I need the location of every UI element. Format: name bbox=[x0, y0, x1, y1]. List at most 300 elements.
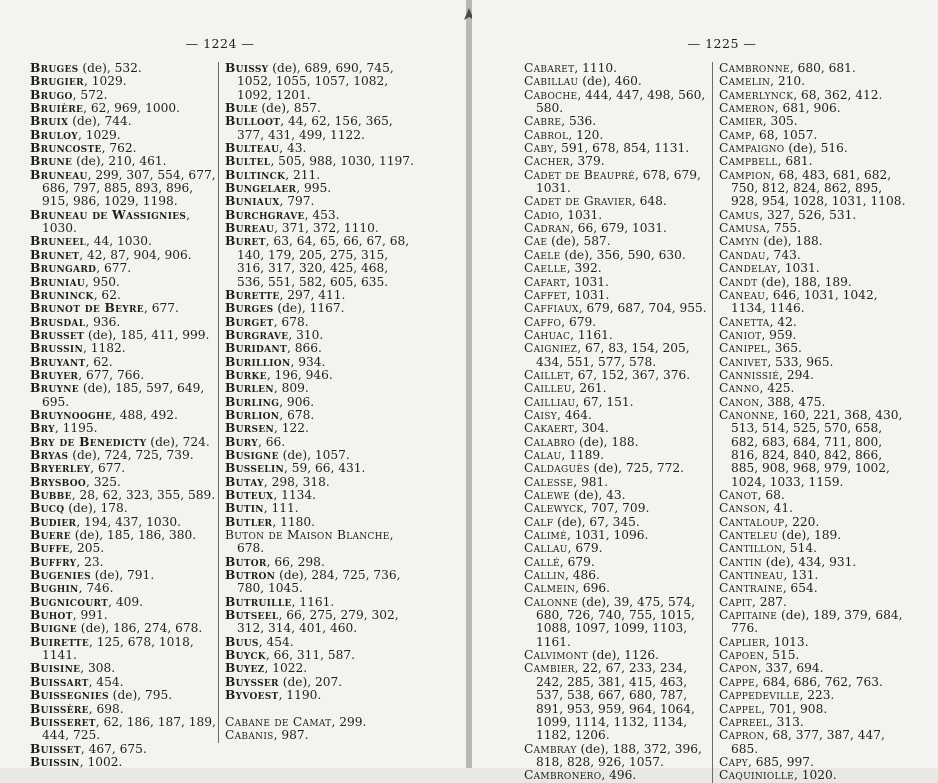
index-entry bbox=[719, 249, 913, 262]
entry-references: , 1020. bbox=[793, 768, 837, 783]
entry-references: (de), 689, 690, 745, 1052, 1055, 1057, 1082, 1092, 1201. bbox=[237, 61, 394, 102]
entry-references: , 464. bbox=[557, 407, 592, 422]
entry-references: (de), 434, 931. bbox=[761, 554, 857, 569]
entry-references: , 454. bbox=[258, 634, 294, 649]
entry-name: Burchgrave bbox=[225, 207, 305, 222]
entry-name: Camus bbox=[719, 207, 760, 222]
entry-references: , 310. bbox=[288, 327, 324, 342]
entry-references: , 679. bbox=[567, 541, 603, 556]
entry-references: (de), 189. bbox=[777, 528, 842, 543]
entry-name: Buisseret bbox=[30, 714, 96, 729]
entry-name: Butor bbox=[225, 554, 267, 569]
entry-references: (de), 725, 772. bbox=[589, 461, 685, 476]
entry-name: Bruneel bbox=[30, 234, 87, 249]
entry-name: Bury bbox=[225, 434, 258, 449]
entry-name: Candau bbox=[719, 247, 766, 262]
entry-references: , 62. bbox=[93, 287, 121, 302]
index-entry bbox=[225, 689, 415, 702]
entry-references: , 934. bbox=[290, 354, 326, 369]
entry-name: Buysser bbox=[225, 674, 279, 689]
entry-name: Bulteau bbox=[225, 141, 280, 156]
entry-name: Cafart bbox=[524, 274, 567, 289]
entry-name: Butin bbox=[225, 501, 264, 516]
entry-references: , 981. bbox=[573, 474, 609, 489]
index-entry bbox=[524, 115, 710, 128]
entry-references: , 467, 675. bbox=[80, 741, 147, 756]
entry-references: , 1013. bbox=[765, 634, 809, 649]
index-entry bbox=[719, 276, 913, 289]
entry-references: , 679, 687, 704, 955. bbox=[578, 301, 707, 316]
index-entry bbox=[30, 716, 216, 743]
index-entry bbox=[719, 676, 913, 689]
entry-name: Butay bbox=[225, 474, 264, 489]
index-entry bbox=[30, 169, 216, 209]
entry-name: Butseel bbox=[225, 608, 279, 623]
index-entry bbox=[719, 689, 913, 702]
index-entry bbox=[719, 396, 913, 409]
entry-name: Brugo bbox=[30, 87, 73, 102]
entry-references: , 196, 946. bbox=[266, 367, 333, 382]
entry-name: Caneau bbox=[719, 287, 766, 302]
index-entry bbox=[719, 169, 913, 209]
index-entry bbox=[524, 516, 710, 529]
entry-name: Bureau bbox=[225, 221, 275, 236]
entry-references: (de), 188. bbox=[759, 234, 823, 249]
entry-references: , 337, 694. bbox=[757, 661, 824, 676]
index-entry bbox=[524, 262, 710, 275]
entry-name: Buissy bbox=[225, 61, 269, 75]
entry-references: , 496. bbox=[601, 768, 637, 783]
entry-references: , 28, 62, 323, 355, 589. bbox=[71, 488, 216, 502]
entry-references: , 365. bbox=[766, 341, 802, 356]
index-entry bbox=[225, 222, 415, 235]
right-page bbox=[472, 0, 938, 783]
entry-name: Campaigno bbox=[719, 141, 785, 156]
entry-name: Buissin bbox=[30, 754, 80, 769]
entry-name: Busselin bbox=[225, 461, 284, 476]
index-entry bbox=[524, 302, 710, 315]
entry-references: (de), 857. bbox=[257, 101, 321, 116]
entry-references: , 746. bbox=[78, 581, 114, 596]
index-entry bbox=[524, 529, 710, 542]
index-entry bbox=[719, 262, 913, 275]
index-entry bbox=[225, 596, 415, 609]
entry-name: Buissart bbox=[30, 674, 89, 689]
index-entry bbox=[719, 529, 913, 542]
entry-references: , 488, 492. bbox=[112, 407, 178, 422]
index-entry bbox=[225, 195, 415, 208]
entry-references: , 211. bbox=[285, 167, 321, 182]
entry-references: , 67, 83, 154, 205, 434, 551, 577, 578. bbox=[536, 341, 690, 369]
entry-references: , 194, 437, 1030. bbox=[76, 514, 181, 529]
entry-name: Bruges bbox=[30, 61, 79, 75]
index-entry bbox=[30, 249, 216, 262]
index-entry bbox=[719, 102, 913, 115]
entry-references: , 515. bbox=[764, 648, 800, 663]
entry-references: , 62, 969, 1000. bbox=[83, 101, 181, 116]
entry-name: Bry bbox=[30, 421, 55, 436]
entry-references: , 679. bbox=[559, 554, 595, 569]
entry-name: Burget bbox=[225, 314, 274, 329]
entry-references: , 444, 447, 498, 560, 580. bbox=[536, 87, 706, 116]
entry-name: Bruyne bbox=[30, 381, 79, 396]
entry-references: , 809. bbox=[273, 381, 309, 396]
entry-name: Cappe bbox=[719, 674, 756, 689]
entry-name: Burlion bbox=[225, 407, 280, 422]
index-entry bbox=[719, 596, 913, 609]
index-entry bbox=[225, 169, 415, 182]
index-entry bbox=[225, 729, 415, 742]
index-entry bbox=[30, 316, 216, 329]
entry-name: Caplier bbox=[719, 634, 766, 649]
entry-name: Camier bbox=[719, 114, 763, 129]
entry-name: Bule bbox=[225, 101, 258, 116]
index-entry bbox=[719, 62, 913, 75]
entry-references: (de), 188, 189. bbox=[757, 274, 852, 289]
index-entry bbox=[524, 142, 710, 155]
index-entry bbox=[524, 542, 710, 555]
entry-references: , 707, 709. bbox=[583, 501, 650, 516]
entry-references: , 294. bbox=[779, 367, 815, 382]
index-entry bbox=[30, 209, 216, 236]
index-entry bbox=[225, 516, 415, 529]
entry-references: , 678. bbox=[237, 528, 394, 556]
entry-name: Buisine bbox=[30, 661, 81, 676]
entry-name: Brungard bbox=[30, 261, 97, 276]
index-entry bbox=[30, 636, 216, 663]
index-entry bbox=[30, 569, 216, 582]
index-column bbox=[218, 62, 415, 743]
index-entry bbox=[524, 462, 710, 475]
entry-references: , 678. bbox=[279, 407, 315, 422]
entry-references: , 950. bbox=[85, 274, 120, 289]
entry-references: , 1030. bbox=[42, 207, 191, 236]
index-entry bbox=[719, 729, 913, 756]
entry-references: , 371, 372, 1110. bbox=[274, 221, 379, 236]
entry-references: (de), 356, 590, 630. bbox=[560, 247, 686, 262]
index-entry bbox=[225, 529, 415, 556]
entry-references: , 131. bbox=[783, 568, 819, 583]
entry-references: (de), 39, 475, 574, 680, 726, 740, 755, 1015, 1088, 1097, 1099, 1103, 1161. bbox=[536, 594, 696, 649]
index-entry bbox=[719, 209, 913, 222]
index-entry bbox=[524, 436, 710, 449]
entry-references: , 1195. bbox=[54, 421, 98, 436]
entry-name: Buton de Maison Blanche bbox=[225, 528, 390, 543]
entry-references: , 572. bbox=[72, 87, 108, 102]
entry-name: Cambray bbox=[524, 741, 577, 756]
index-entry bbox=[719, 329, 913, 342]
index-entry bbox=[30, 329, 216, 342]
entry-name: Calabro bbox=[524, 434, 576, 449]
entry-name: Burke bbox=[225, 367, 267, 382]
entry-name: Cameron bbox=[719, 101, 775, 116]
index-entry bbox=[30, 289, 216, 302]
index-entry bbox=[30, 622, 216, 635]
entry-references: , 696. bbox=[575, 581, 611, 596]
entry-references: , 1182. bbox=[82, 341, 126, 356]
entry-name: Buffe bbox=[30, 541, 70, 556]
entry-name: Buigne bbox=[30, 621, 77, 636]
index-entry bbox=[30, 516, 216, 529]
entry-name: Calau bbox=[524, 447, 562, 462]
index-column bbox=[30, 62, 216, 769]
entry-name: Canteleu bbox=[719, 528, 778, 543]
index-entry bbox=[225, 476, 415, 489]
index-entry bbox=[225, 289, 415, 302]
entry-references: (de), 207. bbox=[278, 674, 343, 689]
entry-name: Bruynooghe bbox=[30, 407, 113, 422]
index-entry bbox=[30, 89, 216, 102]
entry-name: Caele bbox=[524, 247, 561, 262]
entry-name: Brusdal bbox=[30, 314, 86, 329]
index-entry bbox=[524, 662, 710, 742]
index-entry bbox=[30, 703, 216, 716]
entry-references: , 299. bbox=[331, 714, 367, 729]
entry-references: , 59, 66, 431. bbox=[283, 461, 366, 476]
entry-references: , 223. bbox=[799, 688, 835, 703]
index-entry bbox=[524, 129, 710, 142]
index-entry bbox=[30, 556, 216, 569]
entry-name: Bubbe bbox=[30, 488, 72, 502]
entry-references: , 755. bbox=[766, 221, 801, 236]
entry-name: Caelle bbox=[524, 261, 567, 276]
entry-name: Cadet de Gravier bbox=[524, 194, 632, 209]
index-entry bbox=[225, 316, 415, 329]
entry-name: Cadran bbox=[524, 221, 570, 236]
index-entry bbox=[524, 62, 710, 75]
entry-references: (de), 724. bbox=[146, 434, 210, 449]
entry-references: , 205. bbox=[69, 541, 105, 556]
page-number: — 1224 — bbox=[185, 36, 255, 51]
index-entry bbox=[30, 302, 216, 315]
index-entry bbox=[524, 235, 710, 248]
entry-references: , 160, 221, 368, 430, 513, 514, 525, 570, 658, 682, 683, 684, 711, 800, 816, 824, 840, 842, 866, 885, 908, 968, 979, 1002, 1024, 1033, 1159. bbox=[731, 407, 903, 489]
entry-references: (de), 185, 411, 999. bbox=[84, 327, 210, 342]
index-entry bbox=[719, 542, 913, 555]
entry-name: Canipel bbox=[719, 341, 767, 356]
index-entry bbox=[524, 489, 710, 502]
entry-name: Buissère bbox=[30, 701, 89, 716]
entry-name: Caisy bbox=[524, 407, 557, 422]
index-entry bbox=[225, 356, 415, 369]
index-entry bbox=[719, 636, 913, 649]
entry-name: Bruloy bbox=[30, 127, 79, 142]
entry-name: Caboche bbox=[524, 87, 578, 102]
index-entry bbox=[524, 596, 710, 649]
entry-name: Caffet bbox=[524, 287, 567, 302]
index-entry bbox=[30, 409, 216, 422]
entry-references: , 1110. bbox=[574, 61, 618, 75]
entry-name: Bruix bbox=[30, 114, 69, 129]
entry-name: Cabane de Camat bbox=[225, 714, 332, 729]
index-entry bbox=[524, 329, 710, 342]
entry-name: Byvoest bbox=[225, 688, 279, 703]
entry-references: (de), 189, 379, 684, 776. bbox=[731, 608, 903, 636]
entry-name: Campbell bbox=[719, 154, 778, 169]
entry-name: Buniaux bbox=[225, 194, 280, 209]
entry-name: Calmein bbox=[524, 581, 576, 596]
entry-name: Buisset bbox=[30, 741, 81, 756]
entry-name: Bruyer bbox=[30, 367, 79, 382]
entry-references: , 654. bbox=[782, 581, 818, 596]
entry-references: (de), 1126. bbox=[587, 648, 660, 663]
entry-name: Canetta bbox=[719, 314, 770, 329]
entry-references: (de), 724, 725, 739. bbox=[68, 447, 194, 462]
entry-references: , 425. bbox=[759, 381, 795, 396]
index-entry bbox=[719, 382, 913, 395]
entry-references: , 678, 679, 1031. bbox=[536, 167, 701, 196]
entry-name: Camusa bbox=[719, 221, 767, 236]
entry-name: Brunot de Beyre bbox=[30, 301, 144, 316]
entry-name: Cambronne bbox=[719, 61, 790, 75]
entry-references: , 1029. bbox=[83, 74, 127, 89]
entry-references: , 1031, 1096. bbox=[566, 528, 649, 543]
entry-references: , 486. bbox=[565, 568, 600, 583]
entry-name: Budier bbox=[30, 514, 77, 529]
index-entry bbox=[524, 209, 710, 222]
entry-references: , 41. bbox=[765, 501, 794, 516]
entry-references: , 536. bbox=[561, 114, 597, 129]
entry-name: Buhot bbox=[30, 608, 73, 623]
index-entry bbox=[30, 489, 216, 502]
entry-references: (de), 43. bbox=[570, 488, 626, 502]
entry-references: (de), 1167. bbox=[273, 301, 345, 316]
index-entry bbox=[30, 75, 216, 88]
index-entry bbox=[30, 596, 216, 609]
entry-name: Canot bbox=[719, 488, 758, 502]
index-entry bbox=[30, 449, 216, 462]
entry-name: Caillet bbox=[524, 367, 571, 382]
entry-name: Bugenies bbox=[30, 568, 91, 583]
entry-name: Calimé bbox=[524, 528, 567, 543]
index-entry bbox=[719, 222, 913, 235]
index-column bbox=[524, 62, 710, 783]
entry-references: , 762. bbox=[101, 141, 137, 156]
entry-name: Brunet bbox=[30, 247, 80, 262]
entry-references: , 681. bbox=[777, 154, 813, 169]
entry-name: Caffo bbox=[524, 314, 562, 329]
entry-references: , 66, 311, 587. bbox=[265, 648, 356, 663]
entry-name: Capoen bbox=[719, 648, 765, 663]
entry-name: Brugier bbox=[30, 74, 84, 89]
entry-name: Bultinck bbox=[225, 167, 286, 182]
entry-name: Bruyant bbox=[30, 354, 86, 369]
entry-references: , 1031. bbox=[559, 207, 603, 222]
entry-name: Bulloot bbox=[225, 114, 281, 129]
index-entry bbox=[30, 155, 216, 168]
index-entry bbox=[30, 262, 216, 275]
entry-references: , 22, 67, 233, 234, 242, 285, 381, 415, 463, 537, 538, 667, 680, 787, 891, 953, 959, 964, 1064, 1099, 1114, 1132, 1134, 1182, 1206. bbox=[536, 661, 695, 743]
entry-references: , 1161. bbox=[570, 327, 613, 342]
entry-references: , 797. bbox=[279, 194, 315, 209]
index-entry bbox=[225, 209, 415, 222]
index-entry bbox=[719, 556, 913, 569]
entry-references: , 680, 681. bbox=[789, 61, 856, 75]
entry-references: , 42, 87, 904, 906. bbox=[79, 247, 192, 262]
index-entry bbox=[719, 289, 913, 316]
entry-references: , 66, 298. bbox=[266, 554, 325, 569]
index-entry bbox=[30, 582, 216, 595]
entry-references: , 68, 362, 412. bbox=[793, 87, 883, 102]
index-entry bbox=[30, 676, 216, 689]
index-entry bbox=[524, 169, 710, 196]
index-entry bbox=[30, 342, 216, 355]
entry-name: Cannissié bbox=[719, 367, 780, 382]
index-entry bbox=[719, 582, 913, 595]
entry-name: Capit bbox=[719, 594, 752, 609]
entry-references: , 122. bbox=[274, 421, 309, 436]
entry-name: Cailleu bbox=[524, 381, 572, 396]
entry-name: Cabanis bbox=[225, 728, 274, 743]
entry-references: , 453. bbox=[304, 207, 340, 222]
entry-name: Cappel bbox=[719, 701, 762, 716]
entry-name: Bruniau bbox=[30, 274, 85, 289]
entry-name: Cakaert bbox=[524, 421, 574, 436]
index-entry bbox=[225, 676, 415, 689]
index-entry bbox=[225, 182, 415, 195]
entry-references: , 66, 275, 279, 302, 312, 314, 401, 460. bbox=[237, 608, 399, 636]
entry-name: Cacher bbox=[524, 154, 570, 169]
page-number: — 1225 — bbox=[687, 36, 757, 51]
index-entry bbox=[225, 556, 415, 569]
entry-references: , 325. bbox=[85, 474, 121, 489]
index-entry bbox=[524, 222, 710, 235]
index-entry bbox=[524, 155, 710, 168]
entry-references: , 1134. bbox=[273, 488, 316, 502]
entry-references: (de), 67, 345. bbox=[553, 514, 640, 529]
entry-references: , 1002. bbox=[79, 754, 123, 769]
entry-name: Canon bbox=[719, 394, 760, 409]
entry-name: Butron bbox=[225, 568, 276, 583]
index-entry bbox=[719, 115, 913, 128]
entry-references: , 66, 679, 1031. bbox=[570, 221, 667, 236]
entry-name: Calvimont bbox=[524, 648, 588, 663]
index-entry bbox=[30, 529, 216, 542]
entry-name: Cabrol bbox=[524, 127, 569, 142]
entry-references: , 514. bbox=[782, 541, 818, 556]
entry-name: Caniot bbox=[719, 327, 762, 342]
index-entry bbox=[225, 489, 415, 502]
entry-references: , 698. bbox=[88, 701, 124, 716]
index-entry bbox=[719, 516, 913, 529]
entry-name: Brysboo bbox=[30, 474, 86, 489]
index-column bbox=[712, 62, 913, 783]
index-entry bbox=[225, 396, 415, 409]
entry-references: , 1022. bbox=[264, 661, 308, 676]
entry-references: , 120. bbox=[568, 127, 604, 142]
entry-references: (de), 188. bbox=[575, 434, 639, 449]
entry-name: Bruneau de Wassignies bbox=[30, 207, 187, 222]
entry-name: Cailliau bbox=[524, 394, 576, 409]
index-entry bbox=[524, 422, 710, 435]
index-entry bbox=[719, 756, 913, 769]
entry-references: , 1031. bbox=[566, 274, 609, 289]
index-entry bbox=[719, 356, 913, 369]
entry-references: , 44, 1030. bbox=[86, 234, 152, 249]
index-entry bbox=[225, 142, 415, 155]
index-entry bbox=[524, 249, 710, 262]
index-entry bbox=[719, 235, 913, 248]
index-entry bbox=[225, 609, 415, 636]
entry-references: (de), 185, 186, 380. bbox=[70, 528, 197, 543]
index-entry bbox=[30, 102, 216, 115]
index-entry bbox=[225, 409, 415, 422]
index-entry bbox=[225, 62, 415, 102]
index-entry bbox=[30, 609, 216, 622]
entry-references: , 304. bbox=[573, 421, 609, 436]
entry-references: (de), 795. bbox=[108, 688, 173, 703]
entry-references: (de), 532. bbox=[78, 61, 142, 75]
